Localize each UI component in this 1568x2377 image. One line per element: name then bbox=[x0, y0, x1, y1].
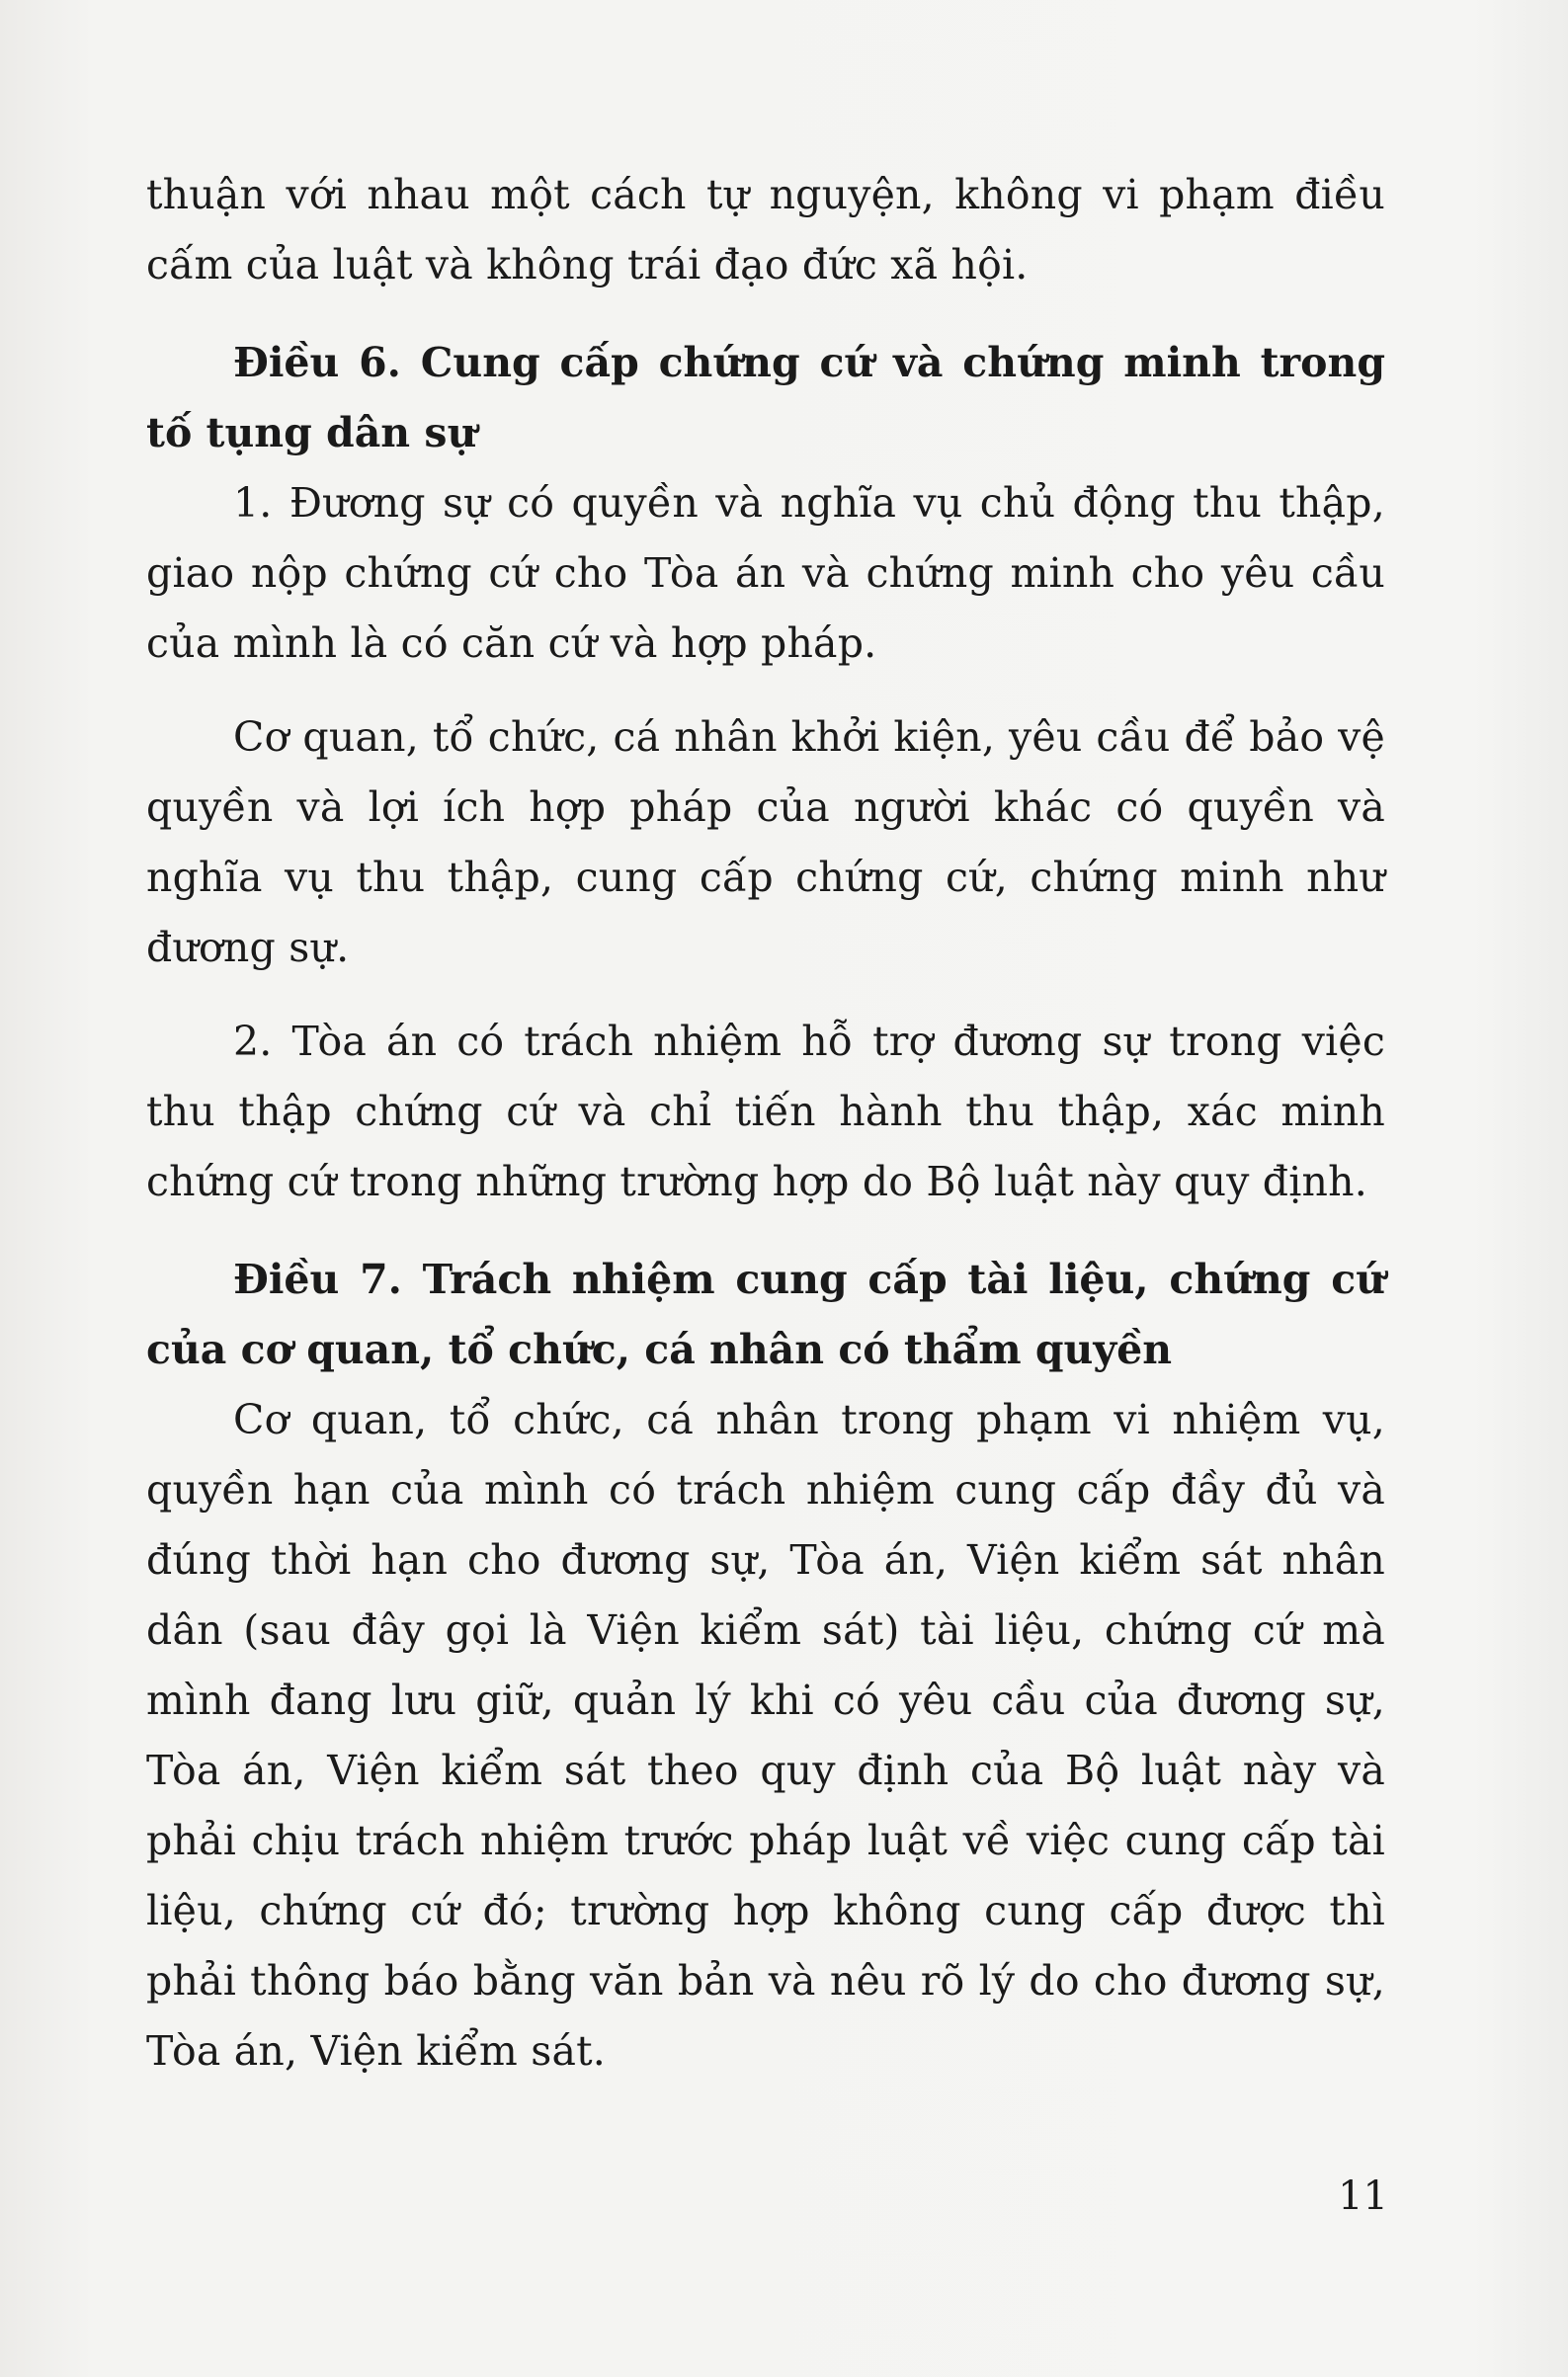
article-6-clause-2: 2. Tòa án có trách nhiệm hỗ trợ đương sự trong việc thu thập chứng cứ và chỉ tiến hành thu thập, xác minh chứng cứ trong những trường hợp do Bộ luật này quy định. bbox=[146, 1018, 1385, 1205]
article-6-clause-1: 1. Đương sự có quyền và nghĩa vụ chủ động thu thập, giao nộp chứng cứ cho Tòa án và chứng minh cho yêu cầu của mình là có căn cứ và hợp pháp. bbox=[146, 479, 1385, 667]
article-6-clause-1-para-2: Cơ quan, tổ chức, cá nhân khởi kiện, yêu cầu để bảo vệ quyền và lợi ích hợp pháp của người khác có quyền và nghĩa vụ thu thập, cung cấp chứng cứ, chứng minh như đương sự. bbox=[146, 713, 1385, 971]
page-number: 11 bbox=[1338, 2173, 1388, 2219]
article-7-heading: Điều 7. Trách nhiệm cung cấp tài liệu, chứng cứ của cơ quan, tổ chức, cá nhân có thẩm quyền bbox=[146, 1256, 1385, 1373]
paragraph-continuation: thuận với nhau một cách tự nguyện, không vi phạm điều cấm của luật và không trái đạo đức xã hội. bbox=[146, 171, 1385, 288]
page-body bbox=[146, 160, 1385, 2087]
article-7-body: Cơ quan, tổ chức, cá nhân trong phạm vi nhiệm vụ, quyền hạn của mình có trách nhiệm cung cấp đầy đủ và đúng thời hạn cho đương sự, Tòa án, Viện kiểm sát nhân dân (sau đây gọi là Viện kiểm sát) tài liệu, chứng cứ mà mình đang lưu giữ, quản lý khi có yêu cầu của đương sự, Tòa án, Viện kiểm sát theo quy định của Bộ luật này và phải chịu trách nhiệm trước pháp luật về việc cung cấp tài liệu, chứng cứ đó; trường hợp không cung cấp được thì phải thông báo bằng văn bản và nêu rõ lý do cho đương sự, Tòa án, Viện kiểm sát. bbox=[146, 1396, 1385, 2075]
article-6-heading: Điều 6. Cung cấp chứng cứ và chứng minh trong tố tụng dân sự bbox=[146, 339, 1385, 456]
